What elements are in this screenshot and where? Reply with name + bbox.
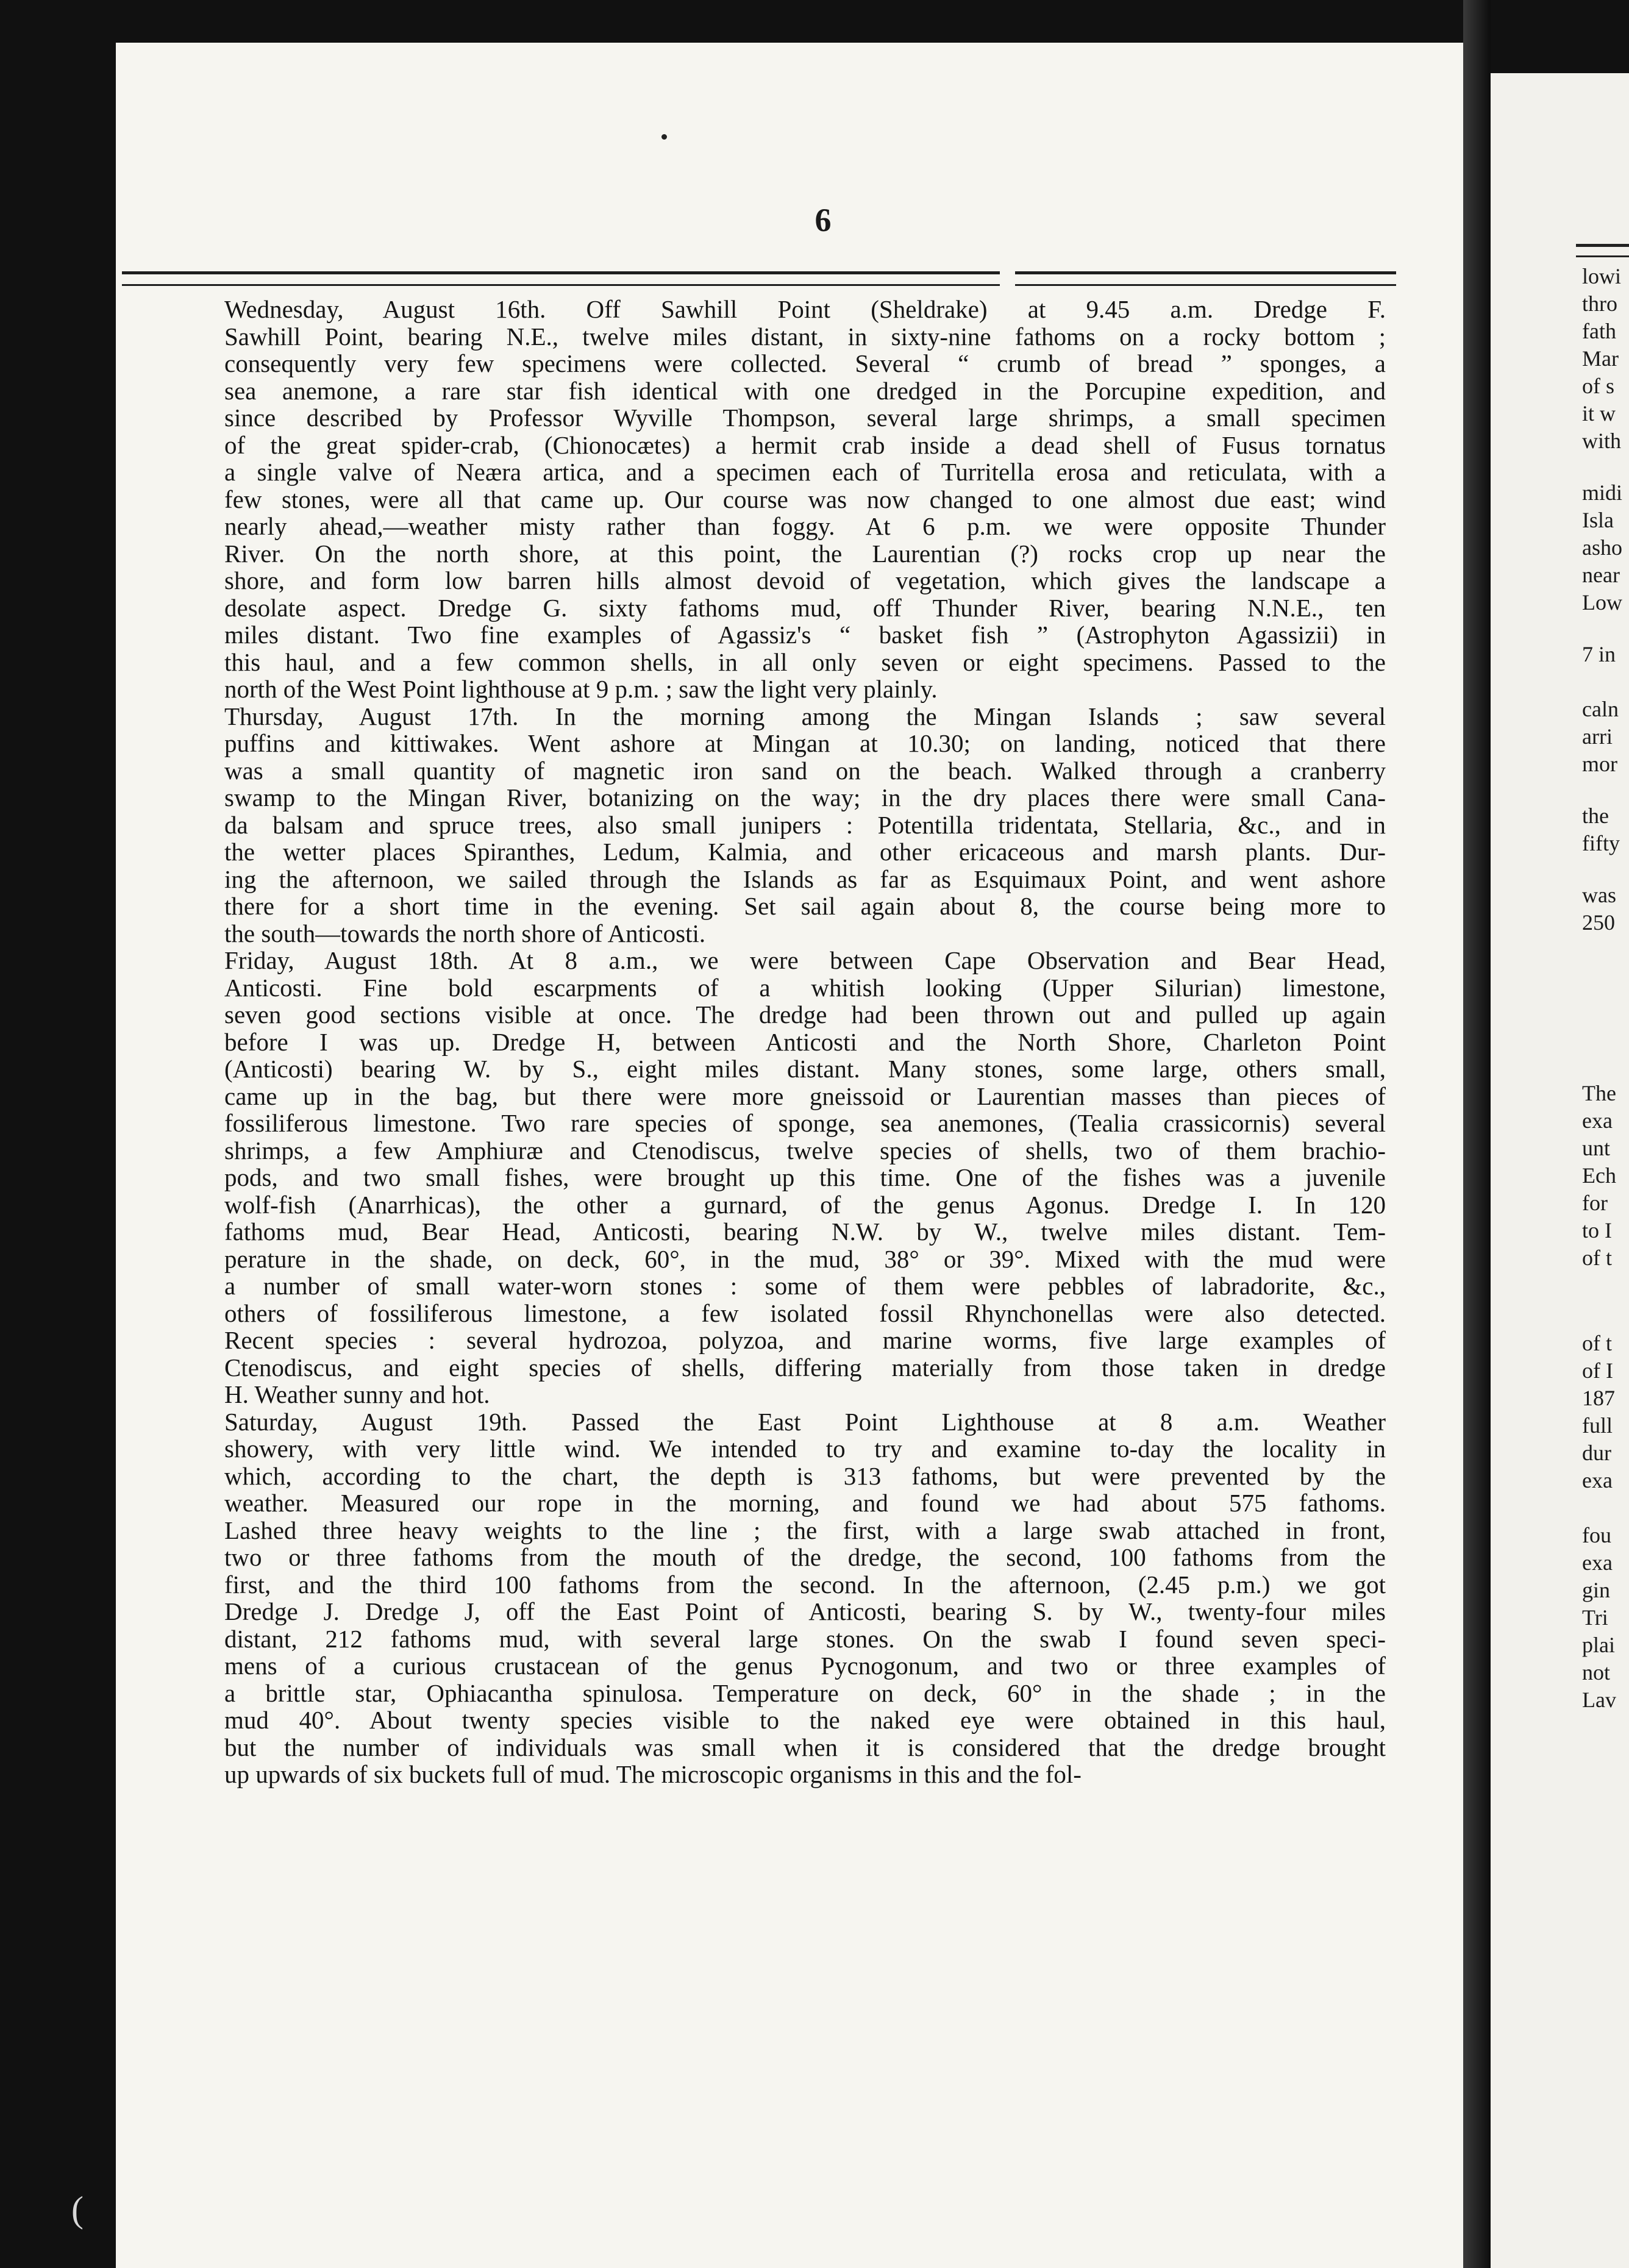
text-line: others of fossiliferous limestone, a few isolated fossil Rhynchonellas were also detected. bbox=[224, 1299, 1386, 1327]
adjacent-text-line: exa bbox=[1582, 1550, 1613, 1575]
text-line: shrimps, a few Amphiuræ and Ctenodiscus, twelve species of shells, two of them brachio- bbox=[224, 1136, 1386, 1164]
text-line: which, according to the chart, the depth is 313 fathoms, but were prevented by the bbox=[224, 1461, 1386, 1490]
adjacent-text-line: fath bbox=[1582, 319, 1616, 343]
adjacent-text-line: to I bbox=[1582, 1218, 1612, 1243]
text-line: Dredge J. Dredge J, off the East Point of Anticosti, bearing S. by W., twenty-four miles bbox=[224, 1597, 1386, 1625]
adjacent-text-line: thro bbox=[1582, 291, 1617, 316]
adjacent-text-line: unt bbox=[1582, 1136, 1611, 1160]
adjacent-text-line: not bbox=[1582, 1660, 1611, 1685]
adjacent-text-line: exa bbox=[1582, 1468, 1613, 1492]
text-line: fathoms mud, Bear Head, Anticosti, bearing N.W. by W., twelve miles distant. Tem- bbox=[224, 1218, 1386, 1246]
adjacent-text-line: fou bbox=[1582, 1523, 1611, 1547]
text-line: shore, and form low barren hills almost devoid of vegetation, which gives the landscape a bbox=[224, 566, 1386, 594]
adjacent-text-line: 7 in bbox=[1582, 642, 1616, 666]
text-line: Sawhill Point, bearing N.E., twelve miles distant, in sixty-nine fathoms on a rocky bottom ; bbox=[224, 322, 1386, 351]
adjacent-text-line: midi bbox=[1582, 480, 1623, 505]
text-line: wolf-fish (Anarrhicas), the other a gurnard, of the genus Agonus. Dredge I. In 120 bbox=[224, 1190, 1386, 1219]
text-line: puffins and kittiwakes. Went ashore at Mingan at 10.30; on landing, noticed that there bbox=[224, 729, 1386, 757]
adjacent-page-rule bbox=[1576, 244, 1629, 257]
adjacent-text-line: lowi bbox=[1582, 264, 1622, 288]
text-line: before I was up. Dredge H, between Anticosti and the North Shore, Charleton Point bbox=[224, 1027, 1386, 1056]
text-line: there for a short time in the evening. Set sail again about 8, the course being more to bbox=[224, 892, 1386, 920]
adjacent-text-line: for bbox=[1582, 1191, 1608, 1215]
text-line: showery, with very little wind. We intended to try and examine to-day the locality in bbox=[224, 1435, 1386, 1463]
text-line: two or three fathoms from the mouth of the dredge, the second, 100 fathoms from the bbox=[224, 1543, 1386, 1571]
text-line: Saturday, August 19th. Passed the East Point Lighthouse at 8 a.m. Weather bbox=[224, 1407, 1386, 1436]
text-line: mens of a curious crustacean of the genus Pycnogonum, and two or three examples of bbox=[224, 1652, 1386, 1680]
adjacent-text-line: of I bbox=[1582, 1358, 1613, 1383]
adjacent-page-fragment bbox=[1491, 73, 1629, 2268]
ink-dot bbox=[661, 134, 667, 140]
text-line: since described by Professor Wyville Thompson, several large shrimps, a small specimen bbox=[224, 404, 1386, 432]
text-line: Friday, August 18th. At 8 a.m., we were between Cape Observation and Bear Head, bbox=[224, 946, 1386, 974]
text-line: nearly ahead,—weather misty rather than foggy. At 6 p.m. we were opposite Thunder bbox=[224, 512, 1386, 540]
text-line: consequently very few specimens were collected. Several “ crumb of bread ” sponges, a bbox=[224, 349, 1386, 377]
text-line: ing the afternoon, we sailed through the Islands as far as Esquimaux Point, and went ashore bbox=[224, 865, 1386, 893]
text-line: miles distant. Two fine examples of Agassiz's “ basket fish ” (Astrophyton Agassizii) in bbox=[224, 621, 1386, 649]
adjacent-text-line: Ech bbox=[1582, 1163, 1616, 1188]
adjacent-text-line: 250 bbox=[1582, 910, 1615, 935]
adjacent-text-line: of s bbox=[1582, 374, 1614, 398]
text-line: seven good sections visible at once. The dredge had been thrown out and pulled up again bbox=[224, 1000, 1386, 1029]
text-line: fossiliferous limestone. Two rare species of sponge, sea anemones, (Tealia crassicornis) several bbox=[224, 1109, 1386, 1137]
text-line: swamp to the Mingan River, botanizing on the way; in the dry places there were small Cana- bbox=[224, 783, 1386, 811]
text-line: but the number of individuals was small when it is considered that the dredge brought bbox=[224, 1733, 1386, 1761]
adjacent-text-line: plai bbox=[1582, 1633, 1615, 1657]
text-line: sea anemone, a rare star fish identical with one dredged in the Porcupine expedition, and bbox=[224, 376, 1386, 405]
text-line: of the great spider-crab, (Chionocætes) a hermit crab inside a dead shell of Fusus tornatus bbox=[224, 430, 1386, 459]
header-rule-right bbox=[1015, 271, 1396, 286]
adjacent-text-line: 187 bbox=[1582, 1386, 1615, 1410]
adjacent-text-line: it w bbox=[1582, 401, 1616, 426]
adjacent-text-line: Isla bbox=[1582, 508, 1614, 532]
text-line: River. On the north shore, at this point, the Laurentian (?) rocks crop up near the bbox=[224, 539, 1386, 568]
adjacent-text-line: of t bbox=[1582, 1331, 1612, 1355]
adjacent-text-line: was bbox=[1582, 883, 1616, 907]
text-line: a single valve of Neæra artica, and a specimen each of Turritella erosa and reticulata, with a bbox=[224, 458, 1386, 486]
text-line: first, and the third 100 fathoms from the second. In the afternoon, (2.45 p.m.) we got bbox=[224, 1570, 1386, 1599]
page-gutter bbox=[1463, 0, 1491, 2268]
text-line: the south—towards the north shore of Anticosti. bbox=[224, 919, 706, 947]
text-line: Thursday, August 17th. In the morning among the Mingan Islands ; saw several bbox=[224, 702, 1386, 730]
text-line: pods, and two small fishes, were brought up this time. One of the fishes was a juvenile bbox=[224, 1163, 1386, 1191]
text-line: a number of small water-worn stones : some of them were pebbles of labradorite, &c., bbox=[224, 1272, 1386, 1300]
adjacent-text-line: caln bbox=[1582, 697, 1619, 721]
text-line: Lashed three heavy weights to the line ; the first, with a large swab attached in front, bbox=[224, 1516, 1386, 1544]
page-number: 6 bbox=[815, 202, 832, 238]
text-line: this haul, and a few common shells, in all only seven or eight specimens. Passed to the bbox=[224, 647, 1386, 676]
adjacent-text-line: fifty bbox=[1582, 831, 1620, 855]
adjacent-text-line: near bbox=[1582, 563, 1620, 587]
adjacent-text-line: exa bbox=[1582, 1108, 1613, 1133]
text-line: Wednesday, August 16th. Off Sawhill Point (Sheldrake) at 9.45 a.m. Dredge F. bbox=[224, 295, 1386, 323]
text-line: north of the West Point lighthouse at 9 p.m. ; saw the light very plainly. bbox=[224, 675, 938, 703]
text-line: mud 40°. About twenty species visible to the naked eye were obtained in this haul, bbox=[224, 1706, 1386, 1734]
text-line: up upwards of six buckets full of mud. The microscopic organisms in this and the fol- bbox=[224, 1760, 1082, 1788]
adjacent-text-line: The bbox=[1582, 1081, 1616, 1105]
margin-mark: ( bbox=[71, 2189, 84, 2230]
text-line: desolate aspect. Dredge G. sixty fathoms mud, off Thunder River, bearing N.N.E., ten bbox=[224, 593, 1386, 622]
adjacent-text-line: Tri bbox=[1582, 1605, 1608, 1630]
text-line: distant, 212 fathoms mud, with several large stones. On the swab I found seven speci- bbox=[224, 1624, 1386, 1653]
journal-text bbox=[224, 296, 1386, 1788]
text-line: few stones, were all that came up. Our course was now changed to one almost due east; wind bbox=[224, 485, 1386, 513]
adjacent-text-line: Low bbox=[1582, 590, 1622, 615]
header-rule-left bbox=[122, 271, 1000, 286]
adjacent-text-line: of t bbox=[1582, 1246, 1612, 1270]
adjacent-text-line: mor bbox=[1582, 752, 1617, 776]
adjacent-text-line: dur bbox=[1582, 1441, 1611, 1465]
text-line: da balsam and spruce trees, also small junipers : Potentilla tridentata, Stellaria, &c., and in bbox=[224, 810, 1386, 839]
text-line: (Anticosti) bearing W. by S., eight miles distant. Many stones, some large, others small, bbox=[224, 1055, 1386, 1083]
adjacent-text-line: Mar bbox=[1582, 346, 1619, 371]
text-line: Ctenodiscus, and eight species of shells, differing materially from those taken in dredge bbox=[224, 1353, 1386, 1382]
text-line: the wetter places Spiranthes, Ledum, Kalmia, and other ericaceous and marsh plants. Dur- bbox=[224, 838, 1386, 866]
text-line: perature in the shade, on deck, 60°, in the mud, 38° or 39°. Mixed with the mud were bbox=[224, 1244, 1386, 1273]
text-line: a brittle star, Ophiacantha spinulosa. Temperature on deck, 60° in the shade ; in the bbox=[224, 1678, 1386, 1707]
text-line: came up in the bag, but there were more gneissoid or Laurentian masses than pieces of bbox=[224, 1082, 1386, 1110]
adjacent-text-line: asho bbox=[1582, 535, 1622, 560]
text-line: H. Weather sunny and hot. bbox=[224, 1380, 490, 1408]
text-line: Anticosti. Fine bold escarpments of a whitish looking (Upper Silurian) limestone, bbox=[224, 973, 1386, 1002]
text-line: weather. Measured our rope in the morning, and found we had about 575 fathoms. bbox=[224, 1489, 1386, 1517]
text-line: Recent species : several hydrozoa, polyzoa, and marine worms, five large examples of bbox=[224, 1326, 1386, 1354]
adjacent-text-line: arri bbox=[1582, 724, 1613, 749]
adjacent-text-line: the bbox=[1582, 804, 1609, 828]
adjacent-text-line: Lav bbox=[1582, 1688, 1616, 1712]
adjacent-text-line: gin bbox=[1582, 1578, 1611, 1602]
text-line: was a small quantity of magnetic iron sand on the beach. Walked through a cranberry bbox=[224, 756, 1386, 785]
adjacent-text-line: with bbox=[1582, 429, 1622, 453]
adjacent-text-line: full bbox=[1582, 1413, 1613, 1438]
